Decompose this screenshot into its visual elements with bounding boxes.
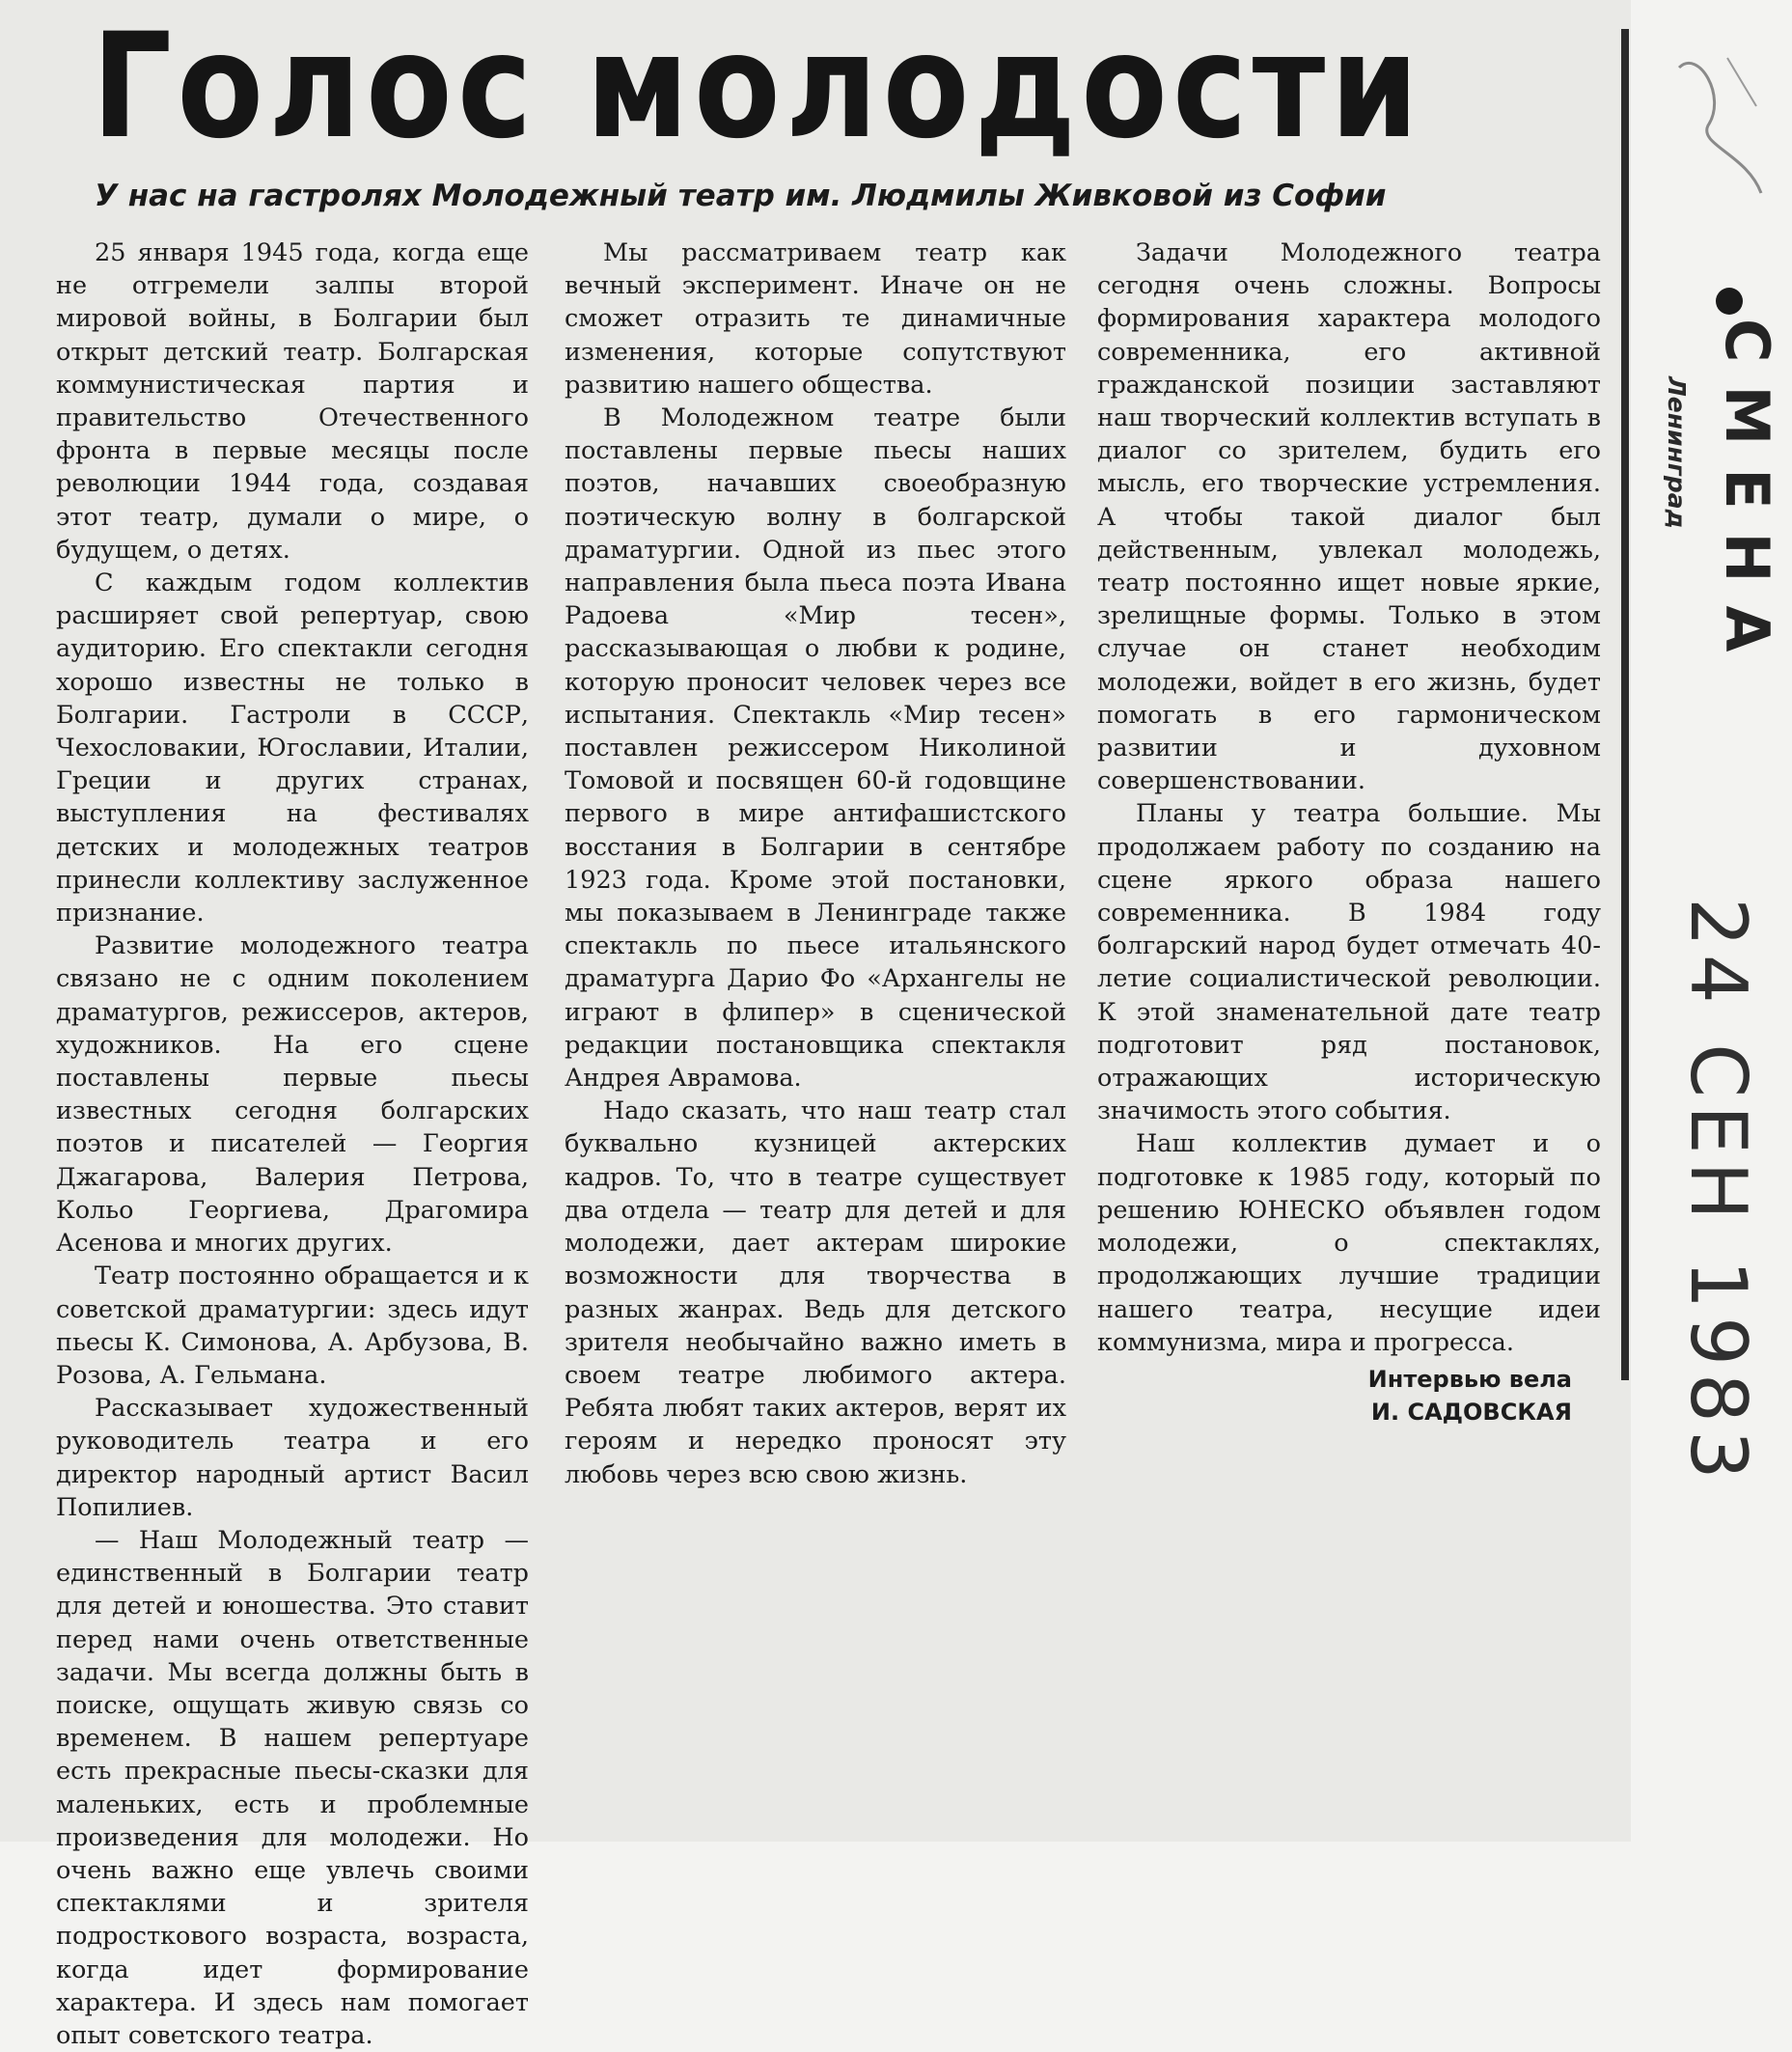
newspaper-masthead	[1660, 261, 1782, 676]
article-title: Голос молодости	[92, 3, 1424, 171]
paragraph: 25 января 1945 года, когда еще не отгремели залпы второй мировой войны, в Болгарии был открыт детский театр. Болгарская коммунистическая партия и правительство Отечественного фронта в первые месяцы после революции 1944 года, создавая этот театр, думали о мире, о будущем, о детях.	[56, 238, 529, 565]
paragraph: Мы рассматриваем театр как вечный эксперимент. Иначе он не сможет отразить те динамичные изменения, которые сопутствуют развитию нашего общества.	[565, 238, 1066, 400]
article-column-3	[1097, 236, 1601, 1829]
date-stamp: 24 СЕН 1983	[1673, 898, 1763, 1487]
paragraph: Развитие молодежного театра связано не с одним поколением драматургов, режиссеров, актеров, художников. На его сцене поставлены первые пьесы известных сегодня болгарских поэтов и писателей — Георгия Джагарова, Валерия Петрова, Кольо Георгиева, Драгомира Асенова и многих других.	[56, 931, 529, 1259]
masthead-letters: СМЕНА	[1712, 319, 1782, 676]
paragraph: Рассказывает художественный руководитель театра и его директор народный артист Васил Попилиев.	[56, 1394, 529, 1522]
masthead-city: Ленинград	[1663, 376, 1691, 529]
byline-caption: Интервью вела	[1367, 1365, 1572, 1393]
paragraph: Планы у театра большие. Мы продолжаем работу по созданию на сцене яркого образа нашего современника. В 1984 году болгарский народ будет отмечать 40-летие социалистической революции. К этой знаменательной дате театр подготовит ряд постановок, отражающих историческую значимость этого события.	[1097, 799, 1601, 1126]
byline	[1097, 1363, 1601, 1428]
article-column-2	[565, 236, 1066, 1829]
paragraph: Задачи Молодежного театра сегодня очень сложны. Вопросы формирования характера молодого современника, его активной гражданской позиции заставляют наш творческий коллектив вступать в диалог со зрителем, будить его мысль, его творческие устремления. А чтобы такой диалог был действенным, увлекал молодежь, театр постоянно ищет новые яркие, зрелищные формы. Только в этом случае он станет необходим молодежи, войдет в его жизнь, будет помогать в его гармоническом развитии и духовном совершенствовании.	[1097, 238, 1601, 796]
paragraph: Театр постоянно обращается и к советской драматургии: здесь идут пьесы К. Симонова, А. Арбузова, В. Розова, А. Гельмана.	[56, 1262, 529, 1390]
byline-author: И. САДОВСКАЯ	[1370, 1398, 1572, 1426]
paragraph: Надо сказать, что наш театр стал буквально кузницей актерских кадров. То, что в театре существует два отдела — театр для детей и для молодежи, дает актерам широкие возможности для творчества в разных жанрах. Ведь для детского зрителя необычайно важно иметь в своем театре любимого актера. Ребята любят таких актеров, верят их героям и нередко проносят эту любовь через всю свою жизнь.	[565, 1096, 1066, 1489]
column-border-rule	[1621, 29, 1629, 1380]
paragraph: С каждым годом коллектив расширяет свой репертуар, свою аудиторию. Его спектакли сегодня хорошо известны не только в Болгарии. Гастроли в СССР, Чехословакии, Югославии, Италии, Греции и других странах, выступления на фестивалях детских и молодежных театров принесли коллективу заслуженное признание.	[56, 568, 529, 929]
article-subtitle: У нас на гастролях Молодежный театр им. Людмилы Живковой из Софии	[95, 179, 1387, 213]
paragraph: — Наш Молодежный театр — единственный в Болгарии театр для детей и юношества. Это ставит перед нами очень ответственные задачи. Мы всегда должны быть в поиске, ощущать живую связь со временем. В нашем репертуаре есть прекрасные пьесы-сказки для маленьких, есть и проблемные произведения для молодежи. Но очень важно еще увлечь своими спектаклями и зрителя подросткового возраста, возраста, когда идет формирование характера. И здесь нам помогает опыт советского театра.	[56, 1525, 529, 2050]
paragraph: В Молодежном театре были поставлены первые пьесы наших поэтов, начавших своеобразную поэтическую волну в болгарской драматургии. Одной из пьес этого направления была пьеса поэта Ивана Радоева «Мир тесен», рассказывающая о любви к родине, которую проносит человек через все испытания. Спектакль «Мир тесен» поставлен режиссером Николиной Томовой и посвящен 60-й годовщине первого в мире антифашистского восстания в Болгарии в сентябре 1923 года. Кроме этой постановки, мы показываем в Ленинграде также спектакль по пьесе итальянского драматурга Дарио Фо «Архангелы не играют в флипер» в сценической редакции постановщика спектакля Андрея Аврамова.	[565, 403, 1066, 1094]
article-column-1	[56, 236, 529, 2050]
paragraph: Наш коллектив думает и о подготовке к 1985 году, который по решению ЮНЕСКО объявлен годом молодежи, о спектаклях, продолжающих лучшие традиции нашего театра, несущие идеи коммунизма, мира и прогресса.	[1097, 1129, 1601, 1357]
pencil-mark	[1669, 39, 1776, 232]
